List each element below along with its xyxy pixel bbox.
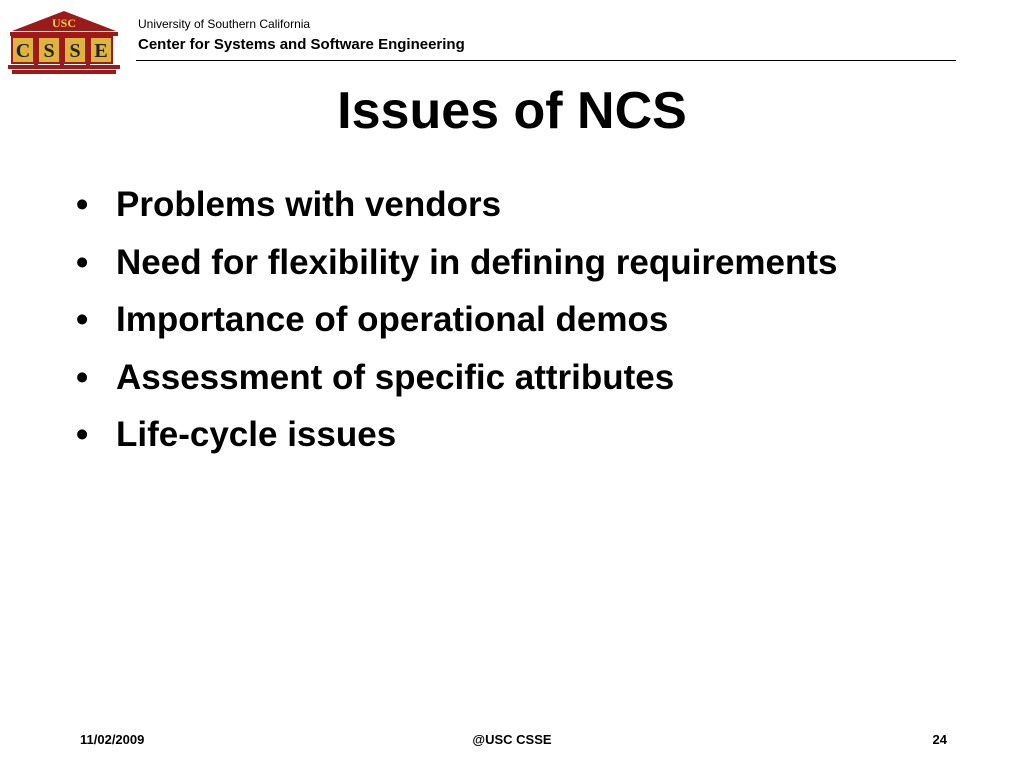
bullet-text: Importance of operational demos — [116, 300, 669, 339]
bullet-item — [76, 291, 996, 349]
usc-csse-logo — [8, 9, 120, 75]
footer-copyright: @USC CSSE — [472, 732, 552, 747]
slide-title: Issues of NCS — [337, 82, 687, 140]
bullet-item — [76, 349, 996, 407]
logo-column — [86, 35, 90, 65]
logo-column — [60, 35, 64, 65]
bullet-text: Life-cycle issues — [116, 415, 397, 454]
bullet-marker: • — [76, 300, 89, 339]
bullet-marker: • — [76, 242, 89, 282]
university-name: University of Southern California — [138, 17, 311, 31]
bullet-item — [76, 234, 996, 292]
bullet-list — [76, 176, 996, 464]
logo-letter-blocks — [12, 35, 112, 65]
logo-base-step — [8, 65, 120, 69]
bullet-marker: • — [76, 357, 89, 397]
logo-letter-e: E — [94, 40, 108, 62]
bullet-text: Assessment of specific attributes — [116, 357, 675, 397]
logo-letter-c: C — [15, 40, 31, 62]
logo-letter-s: S — [69, 40, 81, 62]
logo-usc-text: USC — [51, 16, 77, 30]
bullet-marker: • — [76, 185, 89, 224]
logo-column — [34, 35, 38, 65]
logo-letter-s: S — [43, 40, 55, 62]
footer-date: 11/02/2009 — [80, 732, 145, 747]
csse-building-icon — [8, 9, 120, 75]
bullet-item — [76, 176, 996, 234]
logo-base-step — [12, 70, 116, 74]
header-divider — [136, 60, 956, 61]
bullet-text: Need for flexibility in defining requirements — [116, 242, 838, 282]
bullet-marker: • — [76, 415, 89, 454]
center-name: Center for Systems and Software Engineering — [138, 36, 465, 53]
page-number: 24 — [932, 732, 947, 747]
bullet-text: Problems with vendors — [116, 185, 502, 224]
bullet-item — [76, 406, 996, 464]
